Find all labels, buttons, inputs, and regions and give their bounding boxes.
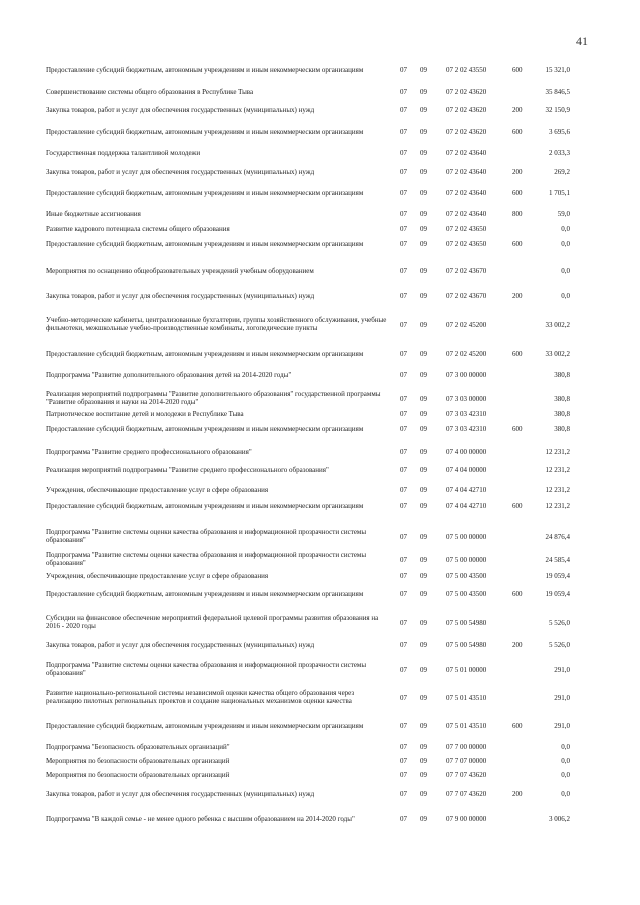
row-subsection: 09 — [420, 743, 427, 751]
row-subsection: 09 — [420, 292, 427, 300]
row-expense-type: 600 — [512, 722, 523, 730]
row-description: Предоставление субсидий бюджетным, автономным учреждениям и иным некоммерческим организациям — [46, 66, 364, 74]
row-subsection: 09 — [420, 106, 427, 114]
row-subsection: 09 — [420, 267, 427, 275]
row-description: Подпрограмма "Безопасность образовательных организаций" — [46, 743, 230, 751]
row-expense-type: 200 — [512, 641, 523, 649]
row-amount: 269,2 — [554, 168, 570, 176]
row-target-code: 07 2 02 43650 — [446, 225, 487, 233]
row-amount: 5 526,0 — [549, 619, 570, 627]
row-description: Мероприятия по оснащению общеобразовательных учреждений учебным оборудованием — [46, 267, 314, 275]
row-description: Предоставление субсидий бюджетным, автономным учреждениям и иным некоммерческим организациям — [46, 590, 364, 598]
row-section: 07 — [400, 240, 407, 248]
row-amount: 0,0 — [561, 757, 570, 765]
row-amount: 12 231,2 — [545, 466, 570, 474]
row-description: Совершенствование системы общего образования в Республике Тыва — [46, 88, 254, 96]
row-subsection: 09 — [420, 619, 427, 627]
row-amount: 0,0 — [561, 743, 570, 751]
row-amount: 0,0 — [561, 771, 570, 779]
row-target-code: 07 5 00 43500 — [446, 572, 487, 580]
row-target-code: 07 5 01 43510 — [446, 694, 487, 702]
row-target-code: 07 4 04 00000 — [446, 466, 487, 474]
row-section: 07 — [400, 267, 407, 275]
row-amount: 0,0 — [561, 267, 570, 275]
row-expense-type: 200 — [512, 106, 523, 114]
row-section: 07 — [400, 694, 407, 702]
row-subsection: 09 — [420, 694, 427, 702]
row-description: Предоставление субсидий бюджетным, автономным учреждениям и иным некоммерческим организациям — [46, 350, 364, 358]
row-description: Государственная поддержка талантливой молодежи — [46, 149, 201, 157]
row-subsection: 09 — [420, 533, 427, 541]
row-target-code: 07 2 02 45200 — [446, 321, 487, 329]
row-section: 07 — [400, 722, 407, 730]
row-subsection: 09 — [420, 556, 427, 564]
row-amount: 12 231,2 — [545, 502, 570, 510]
row-amount: 1 705,1 — [549, 189, 570, 197]
row-section: 07 — [400, 486, 407, 494]
row-amount: 24 585,4 — [545, 556, 570, 564]
row-subsection: 09 — [420, 815, 427, 823]
row-target-code: 07 2 02 43620 — [446, 106, 487, 114]
row-description: Подпрограмма "Развитие среднего профессионального образования" — [46, 448, 252, 456]
row-amount: 12 231,2 — [545, 486, 570, 494]
row-expense-type: 600 — [512, 189, 523, 197]
row-expense-type: 600 — [512, 128, 523, 136]
row-subsection: 09 — [420, 572, 427, 580]
row-description: Предоставление субсидий бюджетным, автономным учреждениям и иным некоммерческим организациям — [46, 425, 364, 433]
row-section: 07 — [400, 292, 407, 300]
row-description: Предоставление субсидий бюджетным, автономным учреждениям и иным некоммерческим организациям — [46, 502, 364, 510]
row-amount: 0,0 — [561, 240, 570, 248]
row-section: 07 — [400, 590, 407, 598]
row-target-code: 07 4 04 42710 — [446, 502, 487, 510]
row-description: Реализация мероприятий подпрограммы "Развитие среднего профессионального образования" — [46, 466, 329, 474]
row-amount: 380,8 — [554, 395, 570, 403]
row-amount: 380,8 — [554, 410, 570, 418]
row-subsection: 09 — [420, 466, 427, 474]
row-target-code: 07 2 02 43620 — [446, 128, 487, 136]
row-description: Предоставление субсидий бюджетным, автономным учреждениям и иным некоммерческим организациям — [46, 722, 364, 730]
row-description: Иные бюджетные ассигнования — [46, 210, 141, 218]
row-description: Закупка товаров, работ и услуг для обеспечения государственных (муниципальных) нужд — [46, 790, 315, 798]
row-subsection: 09 — [420, 210, 427, 218]
row-target-code: 07 2 02 43650 — [446, 240, 487, 248]
row-section: 07 — [400, 410, 407, 418]
row-amount: 35 846,5 — [545, 88, 570, 96]
row-subsection: 09 — [420, 410, 427, 418]
row-description: Закупка товаров, работ и услуг для обеспечения государственных (муниципальных) нужд — [46, 292, 315, 300]
row-description: Закупка товаров, работ и услуг для обеспечения государственных (муниципальных) нужд — [46, 641, 315, 649]
row-target-code: 07 5 00 54980 — [446, 619, 487, 627]
row-section: 07 — [400, 757, 407, 765]
row-description: Подпрограмма "Развитие дополнительного образования детей на 2014-2020 годы" — [46, 371, 292, 379]
row-section: 07 — [400, 641, 407, 649]
row-section: 07 — [400, 395, 407, 403]
row-target-code: 07 3 00 00000 — [446, 371, 487, 379]
row-section: 07 — [400, 619, 407, 627]
row-section: 07 — [400, 321, 407, 329]
row-amount: 24 876,4 — [545, 533, 570, 541]
row-amount: 291,0 — [554, 666, 570, 674]
row-target-code: 07 5 00 43500 — [446, 590, 487, 598]
row-subsection: 09 — [420, 666, 427, 674]
row-target-code: 07 7 00 00000 — [446, 743, 487, 751]
row-description: Мероприятия по безопасности образовательных организаций — [46, 757, 230, 765]
row-section: 07 — [400, 225, 407, 233]
row-amount: 2 033,3 — [549, 149, 570, 157]
row-target-code: 07 2 02 43550 — [446, 66, 487, 74]
row-description: Предоставление субсидий бюджетным, автономным учреждениям и иным некоммерческим организациям — [46, 189, 364, 197]
row-section: 07 — [400, 189, 407, 197]
row-expense-type: 600 — [512, 240, 523, 248]
row-subsection: 09 — [420, 189, 427, 197]
row-amount: 0,0 — [561, 790, 570, 798]
row-amount: 380,8 — [554, 371, 570, 379]
row-amount: 19 059,4 — [545, 572, 570, 580]
row-subsection: 09 — [420, 128, 427, 136]
row-section: 07 — [400, 210, 407, 218]
row-section: 07 — [400, 502, 407, 510]
row-amount: 12 231,2 — [545, 448, 570, 456]
row-amount: 291,0 — [554, 694, 570, 702]
row-section: 07 — [400, 556, 407, 564]
row-subsection: 09 — [420, 425, 427, 433]
row-subsection: 09 — [420, 371, 427, 379]
row-target-code: 07 2 02 43670 — [446, 267, 487, 275]
row-amount: 5 526,0 — [549, 641, 570, 649]
row-section: 07 — [400, 572, 407, 580]
row-subsection: 09 — [420, 321, 427, 329]
row-target-code: 07 2 02 43640 — [446, 189, 487, 197]
row-amount: 32 150,9 — [545, 106, 570, 114]
row-amount: 19 059,4 — [545, 590, 570, 598]
row-target-code: 07 2 02 43620 — [446, 88, 487, 96]
row-amount: 0,0 — [561, 292, 570, 300]
row-target-code: 07 2 02 45200 — [446, 350, 487, 358]
row-section: 07 — [400, 88, 407, 96]
row-description: Развитие национально-региональной системы независимой оценки качества общего образования через реализацию пилотных региональных проектов и создание национальных механизмов оценки качества — [46, 689, 355, 706]
row-expense-type: 600 — [512, 66, 523, 74]
row-target-code: 07 4 04 42710 — [446, 486, 487, 494]
row-subsection: 09 — [420, 149, 427, 157]
row-expense-type: 600 — [512, 590, 523, 598]
row-amount: 3 695,6 — [549, 128, 570, 136]
row-subsection: 09 — [420, 88, 427, 96]
row-expense-type: 600 — [512, 502, 523, 510]
row-subsection: 09 — [420, 66, 427, 74]
row-description: Учреждения, обеспечивающие предоставление услуг в сфере образования — [46, 572, 269, 580]
row-expense-type: 600 — [512, 425, 523, 433]
row-section: 07 — [400, 771, 407, 779]
row-amount: 291,0 — [554, 722, 570, 730]
row-section: 07 — [400, 106, 407, 114]
row-target-code: 07 7 07 00000 — [446, 757, 487, 765]
row-subsection: 09 — [420, 168, 427, 176]
row-section: 07 — [400, 425, 407, 433]
row-description: Патриотическое воспитание детей и молодежи в Республике Тыва — [46, 410, 244, 418]
row-target-code: 07 5 00 54980 — [446, 641, 487, 649]
row-description: Подпрограмма "Развитие системы оценки качества образования и информационной прозрачности системы образования" — [46, 528, 367, 545]
row-target-code: 07 4 00 00000 — [446, 448, 487, 456]
row-amount: 33 002,2 — [545, 350, 570, 358]
row-subsection: 09 — [420, 590, 427, 598]
row-section: 07 — [400, 533, 407, 541]
row-description: Учебно-методические кабинеты, централизованные бухгалтерии, группы хозяйственного обслуживания, учебные фильмотеки, межшкольные учебно-производственные комбинаты, логопедические пункты — [46, 316, 387, 333]
row-target-code: 07 2 02 43640 — [446, 149, 487, 157]
row-subsection: 09 — [420, 448, 427, 456]
row-amount: 15 321,0 — [545, 66, 570, 74]
row-amount: 3 006,2 — [549, 815, 570, 823]
row-section: 07 — [400, 790, 407, 798]
row-subsection: 09 — [420, 502, 427, 510]
row-expense-type: 800 — [512, 210, 523, 218]
row-section: 07 — [400, 371, 407, 379]
row-description: Реализация мероприятий подпрограммы "Развитие дополнительного образования" государственной программы "Развитие образования и науки на 2014-2020 годы" — [46, 390, 381, 407]
row-target-code: 07 5 00 00000 — [446, 533, 487, 541]
row-target-code: 07 5 00 00000 — [446, 556, 487, 564]
row-target-code: 07 9 00 00000 — [446, 815, 487, 823]
row-section: 07 — [400, 743, 407, 751]
row-description: Предоставление субсидий бюджетным, автономным учреждениям и иным некоммерческим организациям — [46, 240, 364, 248]
page-number: 41 — [576, 34, 588, 48]
row-description: Подпрограмма "Развитие системы оценки качества образования и информационной прозрачности системы образования" — [46, 551, 367, 568]
row-section: 07 — [400, 149, 407, 157]
row-section: 07 — [400, 448, 407, 456]
row-target-code: 07 3 03 42310 — [446, 410, 487, 418]
row-amount: 59,0 — [557, 210, 570, 218]
row-description: Мероприятия по безопасности образовательных организаций — [46, 771, 230, 779]
row-expense-type: 600 — [512, 350, 523, 358]
row-target-code: 07 3 03 42310 — [446, 425, 487, 433]
row-target-code: 07 2 02 43640 — [446, 210, 487, 218]
row-subsection: 09 — [420, 790, 427, 798]
row-section: 07 — [400, 168, 407, 176]
row-amount: 380,8 — [554, 425, 570, 433]
row-target-code: 07 3 03 00000 — [446, 395, 487, 403]
row-subsection: 09 — [420, 641, 427, 649]
row-description: Закупка товаров, работ и услуг для обеспечения государственных (муниципальных) нужд — [46, 168, 315, 176]
row-target-code: 07 5 01 43510 — [446, 722, 487, 730]
row-description: Предоставление субсидий бюджетным, автономным учреждениям и иным некоммерческим организациям — [46, 128, 364, 136]
row-target-code: 07 2 02 43640 — [446, 168, 487, 176]
row-expense-type: 200 — [512, 168, 523, 176]
row-subsection: 09 — [420, 240, 427, 248]
row-amount: 0,0 — [561, 225, 570, 233]
row-target-code: 07 2 02 43670 — [446, 292, 487, 300]
row-description: Субсидии на финансовое обеспечение мероприятий федеральной целевой программы развития образования на 2016 - 2020 годы — [46, 614, 379, 631]
row-expense-type: 200 — [512, 292, 523, 300]
row-subsection: 09 — [420, 757, 427, 765]
row-section: 07 — [400, 815, 407, 823]
row-section: 07 — [400, 66, 407, 74]
row-description: Подпрограмма "В каждой семье - не менее одного ребенка с высшим образованием на 2014-2020 годы" — [46, 815, 355, 823]
row-description: Развитие кадрового потенциала системы общего образования — [46, 225, 230, 233]
row-section: 07 — [400, 350, 407, 358]
row-subsection: 09 — [420, 722, 427, 730]
row-subsection: 09 — [420, 486, 427, 494]
row-section: 07 — [400, 466, 407, 474]
row-section: 07 — [400, 666, 407, 674]
row-target-code: 07 7 07 43620 — [446, 790, 487, 798]
row-expense-type: 200 — [512, 790, 523, 798]
row-target-code: 07 7 07 43620 — [446, 771, 487, 779]
row-description: Подпрограмма "Развитие системы оценки качества образования и информационной прозрачности системы образования" — [46, 661, 367, 678]
row-amount: 33 002,2 — [545, 321, 570, 329]
row-subsection: 09 — [420, 225, 427, 233]
row-description: Учреждения, обеспечивающие предоставление услуг в сфере образования — [46, 486, 269, 494]
row-section: 07 — [400, 128, 407, 136]
row-subsection: 09 — [420, 395, 427, 403]
row-description: Закупка товаров, работ и услуг для обеспечения государственных (муниципальных) нужд — [46, 106, 315, 114]
row-subsection: 09 — [420, 350, 427, 358]
row-subsection: 09 — [420, 771, 427, 779]
row-target-code: 07 5 01 00000 — [446, 666, 487, 674]
